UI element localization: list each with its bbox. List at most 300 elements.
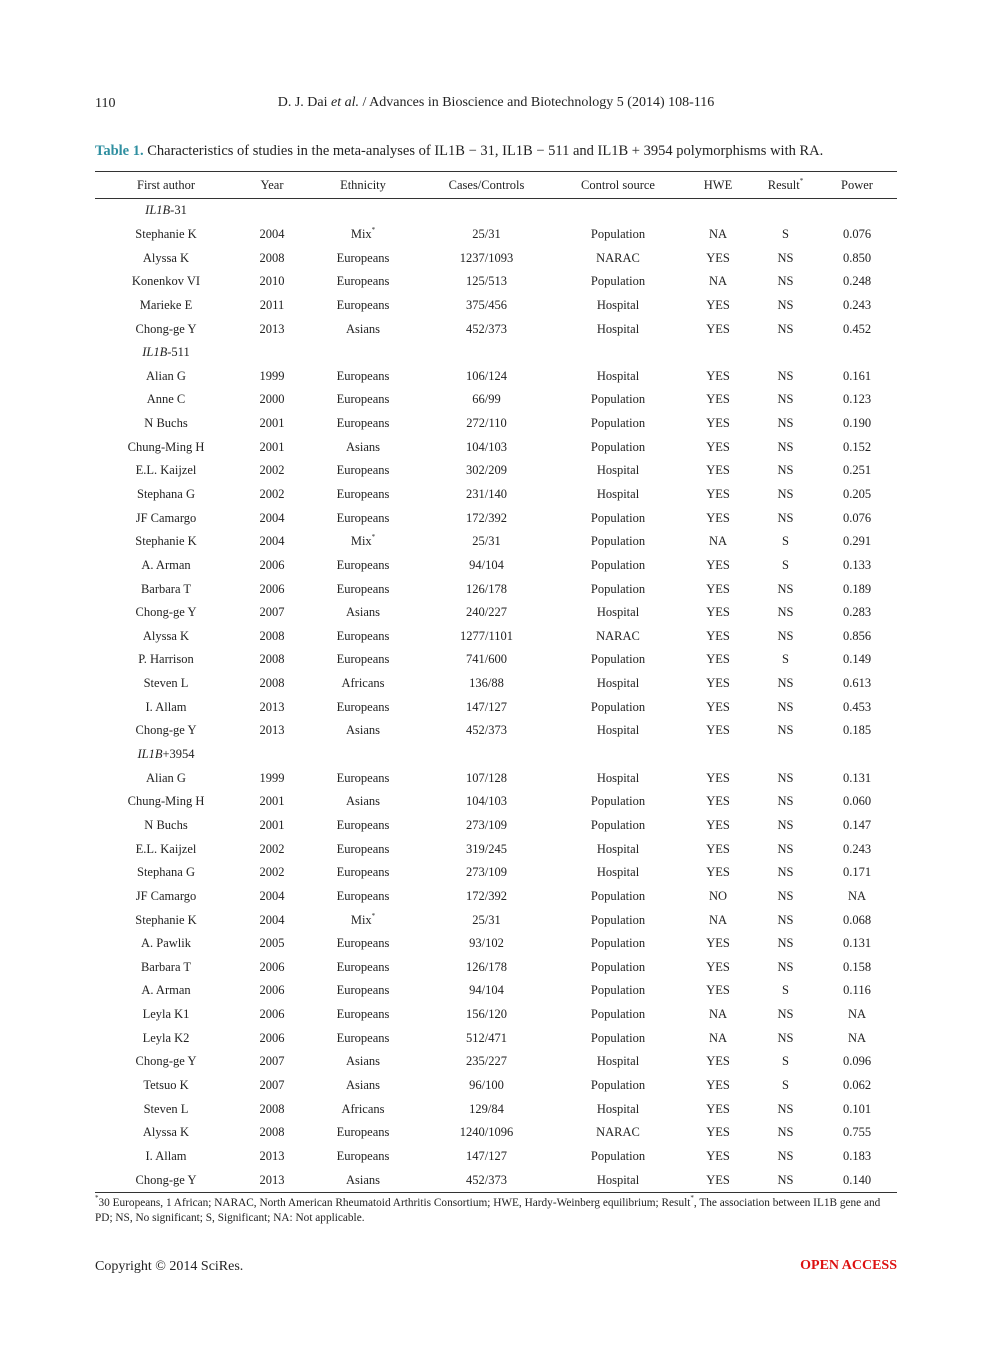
cell-power-text: 0.116 xyxy=(843,983,871,998)
cell-cases-controls xyxy=(419,625,554,649)
cell-hwe xyxy=(682,695,754,719)
cell-cases-controls xyxy=(419,246,554,270)
cell-result-text: S xyxy=(782,652,789,667)
cell-cases-controls xyxy=(419,648,554,672)
cell-first-author xyxy=(95,956,237,980)
cell-ethnicity xyxy=(307,1003,419,1027)
cell-hwe-text: YES xyxy=(706,1148,730,1163)
cell-hwe-text: YES xyxy=(706,581,730,596)
cell-year xyxy=(237,719,307,743)
cell-power-text: 0.060 xyxy=(842,794,872,809)
group-empty-cell xyxy=(682,743,754,767)
cell-first-author-text: Stephanie K xyxy=(135,226,197,241)
cell-ethnicity xyxy=(307,908,419,932)
cell-ethnicity-text: Europeans xyxy=(336,487,390,501)
cell-power xyxy=(817,317,897,341)
cell-result xyxy=(754,1026,817,1050)
cell-result xyxy=(754,1121,817,1145)
cell-cases-controls xyxy=(419,790,554,814)
header-ethnicity: Ethnicity xyxy=(307,172,419,199)
cell-control-source xyxy=(554,790,682,814)
cell-hwe-text: YES xyxy=(706,1054,730,1069)
cell-result xyxy=(754,672,817,696)
cell-ethnicity-text: Europeans xyxy=(336,274,390,289)
cell-hwe xyxy=(682,388,754,412)
footer-copyright: Copyright © 2014 SciRes. xyxy=(95,1259,244,1274)
cell-control-source xyxy=(554,1121,682,1145)
cell-hwe-text: YES xyxy=(706,865,730,880)
group-empty-cell xyxy=(754,199,817,223)
cell-result xyxy=(754,1097,817,1121)
cell-result xyxy=(754,1050,817,1074)
cell-control-source xyxy=(554,719,682,743)
cell-power-text: 0.171 xyxy=(842,865,872,880)
cell-year xyxy=(237,814,307,838)
cell-cases-controls xyxy=(419,1003,554,1027)
cell-first-author-text: A. Pawlik xyxy=(141,936,191,951)
cell-first-author xyxy=(95,1145,237,1169)
group-row xyxy=(95,199,897,223)
table-row xyxy=(95,246,897,270)
cell-year-text: 2004 xyxy=(259,912,285,927)
table-row xyxy=(95,506,897,530)
cell-ethnicity xyxy=(307,1050,419,1074)
cell-power-text: NA xyxy=(847,1030,867,1045)
cell-result-text: S xyxy=(782,1078,789,1093)
cell-power-text: 0.850 xyxy=(842,250,872,265)
cell-year xyxy=(237,908,307,932)
cell-year xyxy=(237,695,307,719)
cell-control-source-text: Population xyxy=(590,1007,646,1022)
cell-power-text: 0.076 xyxy=(842,226,872,241)
cell-first-author-text: Anne C xyxy=(146,392,186,407)
cell-hwe xyxy=(682,837,754,861)
cell-cases-controls xyxy=(419,1026,554,1050)
cell-result-text: NS xyxy=(777,250,794,265)
cell-control-source xyxy=(554,1003,682,1027)
cell-hwe xyxy=(682,648,754,672)
cell-power xyxy=(817,364,897,388)
cell-first-author xyxy=(95,979,237,1003)
cell-year-text: 2006 xyxy=(259,959,285,974)
cell-first-author xyxy=(95,719,237,743)
group-empty-cell xyxy=(554,743,682,767)
cell-power-text: 0.613 xyxy=(842,676,872,691)
cell-power-text: 0.185 xyxy=(842,723,872,738)
cell-first-author-text: Stephana G xyxy=(137,487,195,501)
table-row xyxy=(95,1145,897,1169)
cell-first-author xyxy=(95,601,237,625)
header-result-label: Result xyxy=(767,177,800,192)
cell-power-text: 0.140 xyxy=(842,1172,872,1187)
cell-first-author-text: Chung-Ming H xyxy=(127,794,205,809)
cell-ethnicity-text: Mix xyxy=(350,912,372,927)
group-empty-cell xyxy=(237,199,307,223)
cell-first-author xyxy=(95,1121,237,1145)
table-row xyxy=(95,932,897,956)
cell-year xyxy=(237,1121,307,1145)
group-empty-cell xyxy=(754,743,817,767)
cell-ethnicity-text: Asians xyxy=(345,723,381,738)
cell-cases-controls xyxy=(419,885,554,909)
cell-control-source-text: Hospital xyxy=(596,723,640,738)
cell-ethnicity-text: Asians xyxy=(345,1054,381,1069)
cell-ethnicity-text: Europeans xyxy=(336,936,390,951)
cell-hwe xyxy=(682,294,754,318)
cell-cases-controls xyxy=(419,1145,554,1169)
cell-year xyxy=(237,956,307,980)
running-head-journal: / Advances in Bioscience and Biotechnology 5 (2014) 108-116 xyxy=(362,95,715,110)
cell-first-author-text: Konenkov VI xyxy=(131,274,201,289)
cell-control-source xyxy=(554,388,682,412)
cell-first-author xyxy=(95,648,237,672)
cell-first-author xyxy=(95,885,237,909)
cell-year xyxy=(237,625,307,649)
cell-year xyxy=(237,1003,307,1027)
cell-power-text: 0.062 xyxy=(842,1078,872,1093)
cell-hwe xyxy=(682,506,754,530)
cell-power-text: 0.133 xyxy=(842,557,872,572)
cell-year-text: 2002 xyxy=(259,463,285,478)
cell-year xyxy=(237,1050,307,1074)
cell-cases-controls-text: 273/109 xyxy=(466,865,507,880)
cell-first-author-text: Chong-ge Y xyxy=(135,1054,197,1069)
cell-year-text: 2007 xyxy=(259,605,285,620)
cell-ethnicity xyxy=(307,246,419,270)
cell-year xyxy=(237,932,307,956)
cell-ethnicity xyxy=(307,861,419,885)
cell-year-text: 2002 xyxy=(259,487,285,501)
cell-cases-controls-text: 741/600 xyxy=(466,652,507,667)
cell-cases-controls xyxy=(419,719,554,743)
cell-result xyxy=(754,364,817,388)
cell-ethnicity xyxy=(307,1097,419,1121)
cell-ethnicity-text: Europeans xyxy=(336,841,390,856)
cell-power xyxy=(817,625,897,649)
header-power: Power xyxy=(817,172,897,199)
cell-hwe xyxy=(682,719,754,743)
cell-cases-controls-text: 375/456 xyxy=(466,297,507,312)
table-row xyxy=(95,1026,897,1050)
cell-power xyxy=(817,1168,897,1192)
cell-cases-controls-text: 94/104 xyxy=(469,983,504,998)
cell-cases-controls-text: 104/103 xyxy=(466,794,507,809)
group-empty-cell xyxy=(682,341,754,365)
cell-power-text: 0.283 xyxy=(842,605,872,620)
cell-first-author-text: Alyssa K xyxy=(142,628,190,643)
cell-power-text: 0.251 xyxy=(842,463,872,478)
cell-power-text: 0.123 xyxy=(842,392,872,407)
cell-control-source-text: Population xyxy=(590,226,646,241)
cell-year-text: 2013 xyxy=(259,699,285,714)
cell-result-text: NS xyxy=(777,841,794,856)
cell-cases-controls-text: 231/140 xyxy=(466,487,507,501)
cell-control-source xyxy=(554,861,682,885)
cell-hwe-text: YES xyxy=(706,557,730,572)
cell-hwe xyxy=(682,577,754,601)
cell-hwe xyxy=(682,317,754,341)
cell-power xyxy=(817,530,897,554)
cell-cases-controls-text: 156/120 xyxy=(466,1007,507,1022)
cell-ethnicity-text: Asians xyxy=(345,1172,381,1187)
table-caption xyxy=(95,143,905,160)
cell-result xyxy=(754,435,817,459)
group-empty-cell xyxy=(817,341,897,365)
cell-power xyxy=(817,814,897,838)
table-row xyxy=(95,577,897,601)
cell-cases-controls-text: 25/31 xyxy=(472,226,501,241)
cell-cases-controls-text: 452/373 xyxy=(466,321,507,336)
cell-power-text: 0.152 xyxy=(842,439,872,454)
cell-hwe-text: YES xyxy=(706,250,730,265)
cell-power-text: NA xyxy=(847,888,867,903)
cell-power xyxy=(817,1026,897,1050)
group-gene: IL1B xyxy=(145,203,171,218)
cell-control-source xyxy=(554,1145,682,1169)
cell-ethnicity xyxy=(307,530,419,554)
cell-hwe-text: YES xyxy=(706,368,730,383)
cell-hwe xyxy=(682,1121,754,1145)
cell-first-author xyxy=(95,246,237,270)
cell-ethnicity xyxy=(307,648,419,672)
cell-year-text: 2006 xyxy=(259,581,285,596)
cell-first-author-text: P. Harrison xyxy=(138,652,194,667)
cell-ethnicity xyxy=(307,506,419,530)
cell-power xyxy=(817,506,897,530)
cell-power xyxy=(817,554,897,578)
cell-first-author xyxy=(95,790,237,814)
cell-ethnicity xyxy=(307,270,419,294)
cell-first-author-text: Stephanie K xyxy=(135,534,197,549)
cell-first-author-text: Steven L xyxy=(143,676,189,691)
cell-control-source-text: Hospital xyxy=(596,487,640,501)
cell-cases-controls-text: 136/88 xyxy=(469,676,504,691)
cell-ethnicity xyxy=(307,412,419,436)
cell-control-source-text: Hospital xyxy=(596,1101,640,1116)
cell-cases-controls-text: 1237/1093 xyxy=(459,250,514,265)
cell-power xyxy=(817,837,897,861)
group-label xyxy=(95,743,237,767)
cell-hwe xyxy=(682,1003,754,1027)
cell-cases-controls xyxy=(419,956,554,980)
cell-first-author xyxy=(95,672,237,696)
cell-cases-controls-text: 272/110 xyxy=(466,416,507,431)
cell-control-source xyxy=(554,554,682,578)
cell-cases-controls xyxy=(419,270,554,294)
cell-cases-controls xyxy=(419,979,554,1003)
cell-control-source-text: Population xyxy=(590,416,646,431)
cell-year xyxy=(237,601,307,625)
cell-power-text: 0.755 xyxy=(842,1125,872,1140)
cell-control-source xyxy=(554,435,682,459)
cell-first-author xyxy=(95,577,237,601)
mix-footnote-mark: * xyxy=(371,911,376,920)
cell-year xyxy=(237,459,307,483)
cell-result-text: NS xyxy=(777,628,794,643)
cell-year-text: 2008 xyxy=(259,1125,285,1140)
cell-power xyxy=(817,435,897,459)
cell-year xyxy=(237,270,307,294)
cell-year-text: 2006 xyxy=(259,1030,285,1045)
cell-cases-controls-text: 1277/1101 xyxy=(459,628,513,643)
cell-control-source-text: Population xyxy=(590,794,646,809)
cell-ethnicity-text: Asians xyxy=(345,321,381,336)
table-header xyxy=(95,172,897,199)
cell-result-text: NS xyxy=(777,321,794,336)
cell-first-author xyxy=(95,294,237,318)
cell-hwe-text: YES xyxy=(706,652,730,667)
cell-ethnicity-text: Europeans xyxy=(336,699,390,714)
cell-result-text: NS xyxy=(777,581,794,596)
cell-control-source-text: Population xyxy=(590,557,646,572)
cell-cases-controls xyxy=(419,837,554,861)
cell-cases-controls-text: 107/128 xyxy=(466,770,507,785)
cell-cases-controls-text: 452/373 xyxy=(466,723,507,738)
group-empty-cell xyxy=(817,743,897,767)
cell-ethnicity xyxy=(307,932,419,956)
table-caption-label: Table 1. xyxy=(95,143,144,159)
cell-power-text: 0.158 xyxy=(842,959,872,974)
cell-ethnicity xyxy=(307,483,419,507)
cell-cases-controls-text: 235/227 xyxy=(466,1054,507,1069)
table-body xyxy=(95,199,897,1193)
cell-hwe xyxy=(682,412,754,436)
cell-result-text: S xyxy=(782,983,789,998)
cell-ethnicity-text: Europeans xyxy=(336,1125,390,1140)
cell-hwe xyxy=(682,1168,754,1192)
cell-first-author-text: N Buchs xyxy=(144,817,188,832)
cell-ethnicity-text: Europeans xyxy=(336,392,390,407)
table-footnote xyxy=(95,1196,900,1226)
mix-footnote-mark: * xyxy=(371,533,376,542)
cell-year xyxy=(237,412,307,436)
cell-ethnicity-text: Europeans xyxy=(336,959,390,974)
table-row xyxy=(95,435,897,459)
cell-hwe xyxy=(682,223,754,247)
cell-cases-controls-text: 94/104 xyxy=(469,557,504,572)
cell-result xyxy=(754,412,817,436)
cell-cases-controls xyxy=(419,1168,554,1192)
cell-control-source xyxy=(554,1074,682,1098)
cell-hwe-text: YES xyxy=(706,605,730,620)
table-row xyxy=(95,364,897,388)
footnote-text-part1: 30 Europeans, 1 African; NARAC, North American Rheumatoid Arthritis Consortium; HWE, Hardy-Weinberg equilibrium; Result xyxy=(98,1197,691,1209)
cell-ethnicity xyxy=(307,695,419,719)
cell-hwe xyxy=(682,270,754,294)
cell-cases-controls xyxy=(419,601,554,625)
cell-result-text: NS xyxy=(777,274,794,289)
cell-result-text: NS xyxy=(777,1030,794,1045)
table-row xyxy=(95,625,897,649)
cell-year-text: 2000 xyxy=(259,392,285,407)
cell-hwe-text: YES xyxy=(706,794,730,809)
cell-ethnicity-text: Europeans xyxy=(336,1030,390,1045)
cell-control-source-text: NARAC xyxy=(596,628,640,643)
cell-ethnicity-text: Europeans xyxy=(336,557,390,572)
cell-ethnicity xyxy=(307,223,419,247)
cell-ethnicity-text: Europeans xyxy=(336,865,390,880)
cell-year xyxy=(237,837,307,861)
group-empty-cell xyxy=(419,341,554,365)
cell-ethnicity xyxy=(307,459,419,483)
table-row xyxy=(95,719,897,743)
cell-ethnicity-text: Asians xyxy=(345,439,381,454)
cell-cases-controls xyxy=(419,483,554,507)
table-row xyxy=(95,814,897,838)
cell-control-source-text: Population xyxy=(590,534,646,549)
cell-ethnicity xyxy=(307,388,419,412)
cell-result-text: NS xyxy=(777,794,794,809)
cell-power-text: 0.076 xyxy=(842,510,872,525)
cell-year-text: 2008 xyxy=(259,628,285,643)
table-row xyxy=(95,861,897,885)
cell-year-text: 2004 xyxy=(259,510,285,525)
cell-control-source-text: Population xyxy=(590,888,646,903)
cell-cases-controls-text: 452/373 xyxy=(466,1172,507,1187)
cell-ethnicity-text: Africans xyxy=(341,1101,385,1116)
cell-hwe xyxy=(682,956,754,980)
cell-control-source xyxy=(554,412,682,436)
cell-cases-controls xyxy=(419,530,554,554)
cell-power xyxy=(817,223,897,247)
cell-hwe-text: YES xyxy=(706,510,730,525)
cell-result xyxy=(754,459,817,483)
cell-power xyxy=(817,577,897,601)
cell-first-author-text: Alian G xyxy=(146,368,186,383)
cell-first-author-text: A. Arman xyxy=(141,557,191,572)
group-empty-cell xyxy=(237,341,307,365)
cell-control-source-text: Population xyxy=(590,1148,646,1163)
cell-result xyxy=(754,1003,817,1027)
cell-ethnicity xyxy=(307,790,419,814)
cell-power xyxy=(817,270,897,294)
cell-result xyxy=(754,1145,817,1169)
header-first-author: First author xyxy=(95,172,237,199)
cell-power xyxy=(817,979,897,1003)
cell-first-author xyxy=(95,554,237,578)
footnote-text-part2: , The association between IL1B gene and PD; NS, No significant; S, Significant; NA: Not applicable. xyxy=(95,1197,881,1224)
footer-open-access: OPEN ACCESS xyxy=(800,1258,897,1273)
cell-ethnicity-text: Europeans xyxy=(336,1148,390,1163)
cell-cases-controls-text: 302/209 xyxy=(466,463,507,478)
cell-hwe xyxy=(682,483,754,507)
cell-control-source-text: Population xyxy=(590,510,646,525)
cell-first-author-text: Chung-Ming H xyxy=(127,439,205,454)
cell-first-author xyxy=(95,364,237,388)
cell-cases-controls xyxy=(419,412,554,436)
cell-result xyxy=(754,294,817,318)
cell-ethnicity xyxy=(307,814,419,838)
cell-cases-controls-text: 172/392 xyxy=(466,510,507,525)
cell-hwe xyxy=(682,979,754,1003)
cell-year-text: 2010 xyxy=(259,274,285,289)
cell-cases-controls-text: 126/178 xyxy=(466,581,507,596)
cell-cases-controls xyxy=(419,554,554,578)
cell-result xyxy=(754,766,817,790)
cell-year-text: 2001 xyxy=(259,439,285,454)
cell-result-text: NS xyxy=(777,676,794,691)
cell-control-source xyxy=(554,506,682,530)
table-row xyxy=(95,979,897,1003)
mix-footnote-mark: * xyxy=(371,225,376,234)
cell-cases-controls xyxy=(419,506,554,530)
header-year: Year xyxy=(237,172,307,199)
cell-year-text: 2006 xyxy=(259,1007,285,1022)
group-empty-cell xyxy=(307,199,419,223)
cell-year-text: 2007 xyxy=(259,1078,285,1093)
cell-hwe xyxy=(682,554,754,578)
group-empty-cell xyxy=(554,341,682,365)
